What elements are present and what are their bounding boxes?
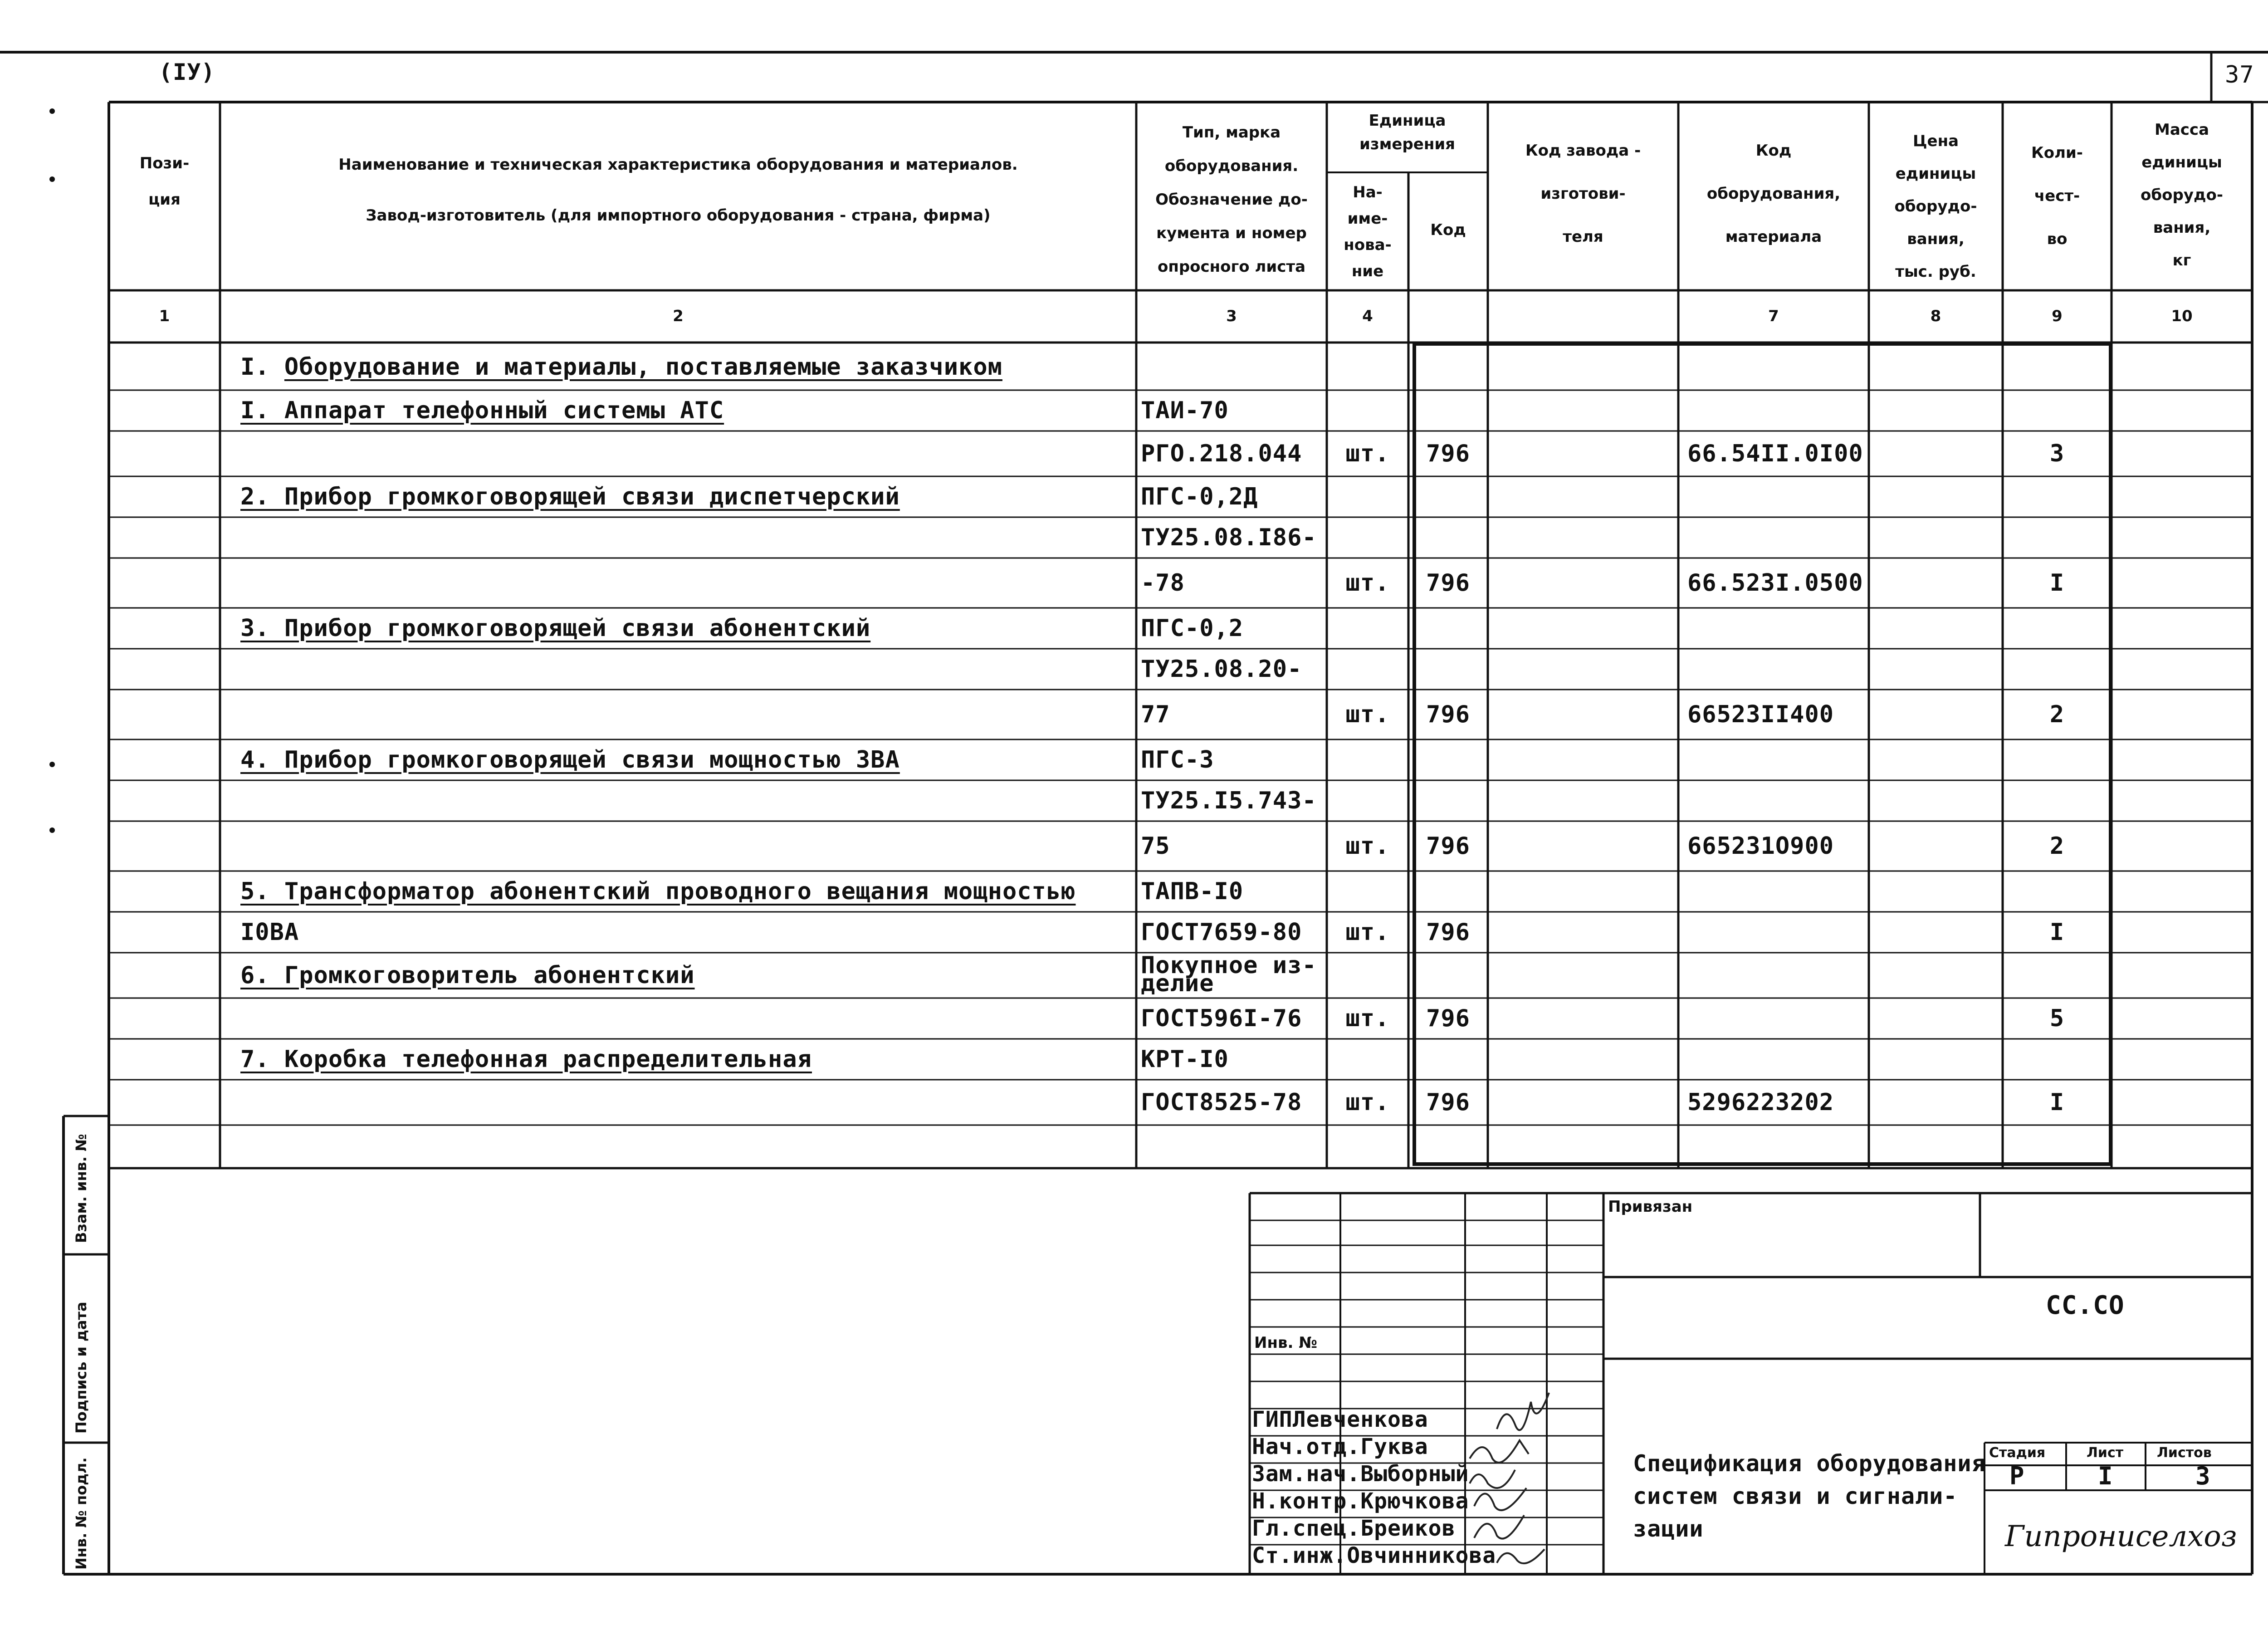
stamp-title: Спецификация оборудования систем связи и сигнали- зации bbox=[1633, 1450, 1986, 1542]
cell-unit: шт. bbox=[1345, 440, 1390, 467]
cell-name: 6. Громкоговоритель абонентский bbox=[240, 962, 695, 989]
cell-type: КРТ-I0 bbox=[1141, 1046, 1229, 1073]
cell-type: ПГС-0,2Д bbox=[1141, 483, 1258, 510]
stamp-person-role: Нач.отд. bbox=[1252, 1434, 1361, 1459]
column-number: 3 bbox=[1226, 307, 1237, 325]
column-number: 10 bbox=[2171, 307, 2193, 325]
cell-unit: шт. bbox=[1345, 1089, 1390, 1116]
cell-type: ГОСТ596I-76 bbox=[1141, 1005, 1302, 1032]
column-number: 9 bbox=[2052, 307, 2063, 325]
cell-code: 796 bbox=[1426, 440, 1470, 467]
cell-qty: 3 bbox=[2049, 440, 2065, 467]
signature-glspec bbox=[1474, 1515, 1524, 1539]
cell-unit: шт. bbox=[1345, 569, 1390, 597]
cell-type: 75 bbox=[1141, 832, 1170, 860]
stamp-person-role: ГИП bbox=[1252, 1407, 1293, 1432]
cell-code: 796 bbox=[1426, 832, 1470, 860]
signature-zam bbox=[1470, 1470, 1515, 1488]
stamp-stage-label: Стадия bbox=[1989, 1445, 2046, 1461]
stamp-person-name: Левченкова bbox=[1292, 1407, 1428, 1432]
cell-qty: I bbox=[2049, 919, 2065, 946]
cell-name: I. Оборудование и материалы, поставляемые заказчиком bbox=[240, 353, 1002, 381]
cell-type: ТУ25.08.20- bbox=[1141, 656, 1302, 683]
column-number: 4 bbox=[1362, 307, 1373, 325]
cell-name: 4. Прибор громкоговорящей связи мощностью 3ВА bbox=[240, 746, 900, 773]
cell-unit: шт. bbox=[1345, 919, 1390, 946]
header-type: Тип, марка оборудования. Обозначение до- кумента и номер опросного листа bbox=[1155, 123, 1308, 276]
cell-type: ТАИ-70 bbox=[1141, 397, 1229, 424]
stamp-person-role: Ст.инж. bbox=[1252, 1543, 1347, 1568]
signature-nach bbox=[1470, 1440, 1529, 1463]
sheet-code: (IУ) bbox=[159, 59, 215, 85]
signature-gip bbox=[1497, 1393, 1549, 1430]
signature-nkontr bbox=[1474, 1488, 1526, 1510]
column-number: 8 bbox=[1930, 307, 1941, 325]
cell-unit: шт. bbox=[1345, 832, 1390, 860]
header-unit-name: На- име- нова- ние bbox=[1344, 183, 1392, 280]
cell-equip: 66.523I.0500 bbox=[1687, 569, 1863, 597]
header-equipment-code: Код оборудования, материала bbox=[1706, 142, 1841, 246]
cell-code: 796 bbox=[1426, 1005, 1470, 1032]
header-plant-code: Код завода - изготови- теля bbox=[1525, 142, 1641, 246]
cell-type: ТАПВ-I0 bbox=[1141, 878, 1244, 905]
stamp-person-name: Гуква bbox=[1360, 1434, 1428, 1459]
column-number: 7 bbox=[1768, 307, 1779, 325]
cell-unit: шт. bbox=[1345, 701, 1390, 728]
side-label-replacement-inv: Взам. инв. № bbox=[73, 1134, 90, 1243]
stamp-person-name: Бреиков bbox=[1360, 1516, 1456, 1541]
cell-equip: 66.54II.0I00 bbox=[1687, 440, 1863, 467]
stamp-person-role: Гл.спец. bbox=[1252, 1516, 1361, 1541]
header-unit-code: Код bbox=[1430, 221, 1466, 239]
cell-qty: I bbox=[2049, 1089, 2065, 1116]
cell-qty: I bbox=[2049, 569, 2065, 597]
stamp-inv-no: Инв. № bbox=[1254, 1334, 1318, 1352]
stamp-sheets-label: Листов bbox=[2157, 1445, 2212, 1461]
cell-name: 5. Трансформатор абонентский проводного вещания мощностью bbox=[240, 878, 1076, 905]
stamp-doc-code: СС.СО bbox=[2046, 1291, 2125, 1320]
cell-name: 3. Прибор громкоговорящей связи абонентский bbox=[240, 615, 871, 642]
cell-type: -78 bbox=[1141, 569, 1185, 597]
stamp-sheet-label: Лист bbox=[2087, 1445, 2124, 1461]
cell-code: 796 bbox=[1426, 701, 1470, 728]
stamp-stage: Р bbox=[2009, 1462, 2025, 1490]
cell-equip: 665231О900 bbox=[1687, 832, 1834, 860]
stamp-person-name: Крючкова bbox=[1360, 1488, 1469, 1514]
cell-type: ПГС-3 bbox=[1141, 746, 1214, 773]
cell-type: ГОСТ7659-80 bbox=[1141, 919, 1302, 946]
cell-name: I. Аппарат телефонный системы АТС bbox=[240, 397, 724, 424]
cell-qty: 2 bbox=[2049, 701, 2065, 728]
stamp-sheets: 3 bbox=[2195, 1462, 2211, 1490]
stamp-organization: Гипрониселхоз bbox=[2005, 1520, 2237, 1553]
cell-code: 796 bbox=[1426, 1089, 1470, 1116]
cell-name: 7. Коробка телефонная распределительная bbox=[240, 1046, 812, 1073]
cell-qty: 2 bbox=[2049, 832, 2065, 860]
cell-code: 796 bbox=[1426, 919, 1470, 946]
stamp-person-name: Овчинникова bbox=[1347, 1543, 1496, 1568]
cell-code: 796 bbox=[1426, 569, 1470, 597]
cell-equip: 66523II400 bbox=[1687, 701, 1834, 728]
cell-type: ГОСТ8525-78 bbox=[1141, 1089, 1302, 1116]
column-number: 2 bbox=[673, 307, 684, 325]
stamp-privyazan: Привязан bbox=[1608, 1198, 1693, 1216]
cell-type: ТУ25.I5.743- bbox=[1141, 787, 1317, 814]
cell-name: I0ВА bbox=[240, 919, 299, 946]
cell-type: ТУ25.08.I86- bbox=[1141, 524, 1317, 551]
header-price: Цена единицы оборудо- вания, тыс. руб. bbox=[1894, 132, 1977, 281]
header-name: Наименование и техническая характеристика оборудования и материалов. Завод-изготовитель (для импортного оборудования - страна, фирма) bbox=[338, 156, 1018, 225]
side-label-signature-date: Подпись и дата bbox=[73, 1302, 90, 1434]
stamp-person-role: Н.контр. bbox=[1252, 1488, 1361, 1514]
cell-type: РГО.218.044 bbox=[1141, 440, 1302, 467]
cell-type: ПГС-0,2 bbox=[1141, 615, 1244, 642]
header-quantity: Коли- чест- во bbox=[2031, 144, 2083, 248]
cell-type: 77 bbox=[1141, 701, 1170, 728]
side-label-original-inv: Инв. № подл. bbox=[73, 1457, 90, 1570]
stamp-person-role: Зам.нач. bbox=[1252, 1461, 1361, 1487]
stamp-sheet: I bbox=[2098, 1462, 2113, 1490]
header-unit-group: Единица измерения bbox=[1359, 112, 1455, 153]
header-position: Пози- ция bbox=[139, 154, 190, 209]
header-mass: Масса единицы оборудо- вания, кг bbox=[2141, 121, 2223, 269]
cell-unit: шт. bbox=[1345, 1005, 1390, 1032]
cell-type: Покупное из- делие bbox=[1141, 952, 1317, 997]
page-number: 37 bbox=[2225, 61, 2254, 88]
column-number: 1 bbox=[159, 307, 170, 325]
cell-qty: 5 bbox=[2049, 1005, 2065, 1032]
stamp-person-name: Выборный bbox=[1360, 1461, 1469, 1487]
cell-name: 2. Прибор громкоговорящей связи диспетчерский bbox=[240, 483, 900, 510]
cell-equip: 5296223202 bbox=[1687, 1089, 1834, 1116]
signature-stinzh bbox=[1497, 1549, 1545, 1563]
